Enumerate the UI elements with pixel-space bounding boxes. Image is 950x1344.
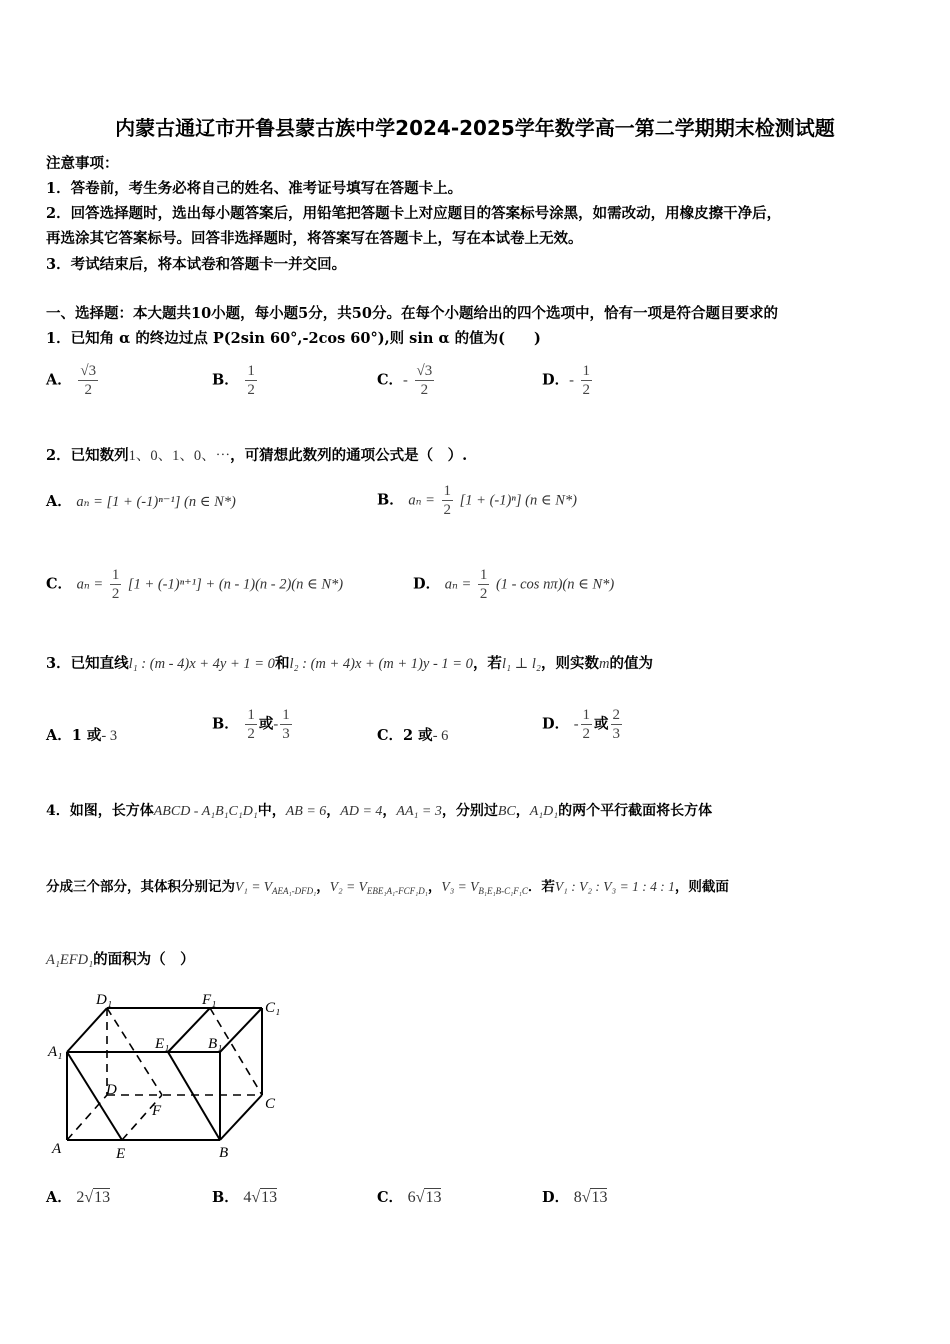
option-label: A． <box>46 371 72 389</box>
formula: l₁ : (m - 4)x + 4y + 1 = 0 <box>128 656 275 672</box>
formula: [1 + (-1)ⁿ⁺¹] + (n - 1)(n - 2)(n ∈ N*) <box>127 576 344 593</box>
formula: A₁D₁ <box>529 804 559 819</box>
q2-option-d[interactable] <box>413 566 614 603</box>
q1-option-d[interactable] <box>542 362 594 399</box>
formula: AA₁ = 3 <box>396 804 442 819</box>
stem-text: 分成三个部分，其体积分别记为 <box>46 879 235 895</box>
formula: [1 + (-1)ⁿ] (n ∈ N*) <box>459 492 577 509</box>
q3-option-b[interactable] <box>212 706 294 743</box>
option-label: C． <box>377 727 404 744</box>
q1-option-b[interactable] <box>212 362 259 399</box>
option-label: C． <box>377 1189 404 1206</box>
radical-expression: 2√13 <box>76 1189 111 1206</box>
option-label: B． <box>212 371 239 389</box>
numerator: 1 <box>443 483 452 499</box>
option-text: 2 或 <box>403 727 433 744</box>
numerator: 1 <box>282 707 290 723</box>
fraction <box>581 706 593 743</box>
option-label: A． <box>46 1189 72 1206</box>
question-3-stem <box>46 652 653 673</box>
option-label: B． <box>212 715 239 733</box>
label-c: C <box>265 1096 276 1112</box>
formula: V₁ = V <box>235 879 273 894</box>
option-sign: - <box>573 716 579 733</box>
numerator: 2 <box>612 707 621 723</box>
numerator: 1 <box>582 707 591 723</box>
q1-option-c[interactable] <box>377 362 436 399</box>
notice-item-1: 1．答卷前，考生务必将自己的姓名、准考证号填写在答题卡上。 <box>46 180 463 197</box>
stem-text: 的面积为（ ） <box>93 951 195 968</box>
radicand: 13 <box>425 1189 442 1206</box>
label-d1: D₁ <box>96 992 113 1008</box>
option-sign: - <box>273 716 279 733</box>
formula: AD = 4 <box>340 804 383 819</box>
q4-option-c[interactable] <box>377 1186 441 1207</box>
stem-text: ，若 <box>472 655 502 672</box>
cuboid-figure <box>40 990 300 1165</box>
formula: AB = 6 <box>285 804 327 819</box>
sequence: 1、0、1、0、⋯ <box>128 448 231 464</box>
stem-text: ，则截面 <box>674 879 729 895</box>
question-4-stem-line1: 4．如图，长方体ABCD - A₁B₁C₁D₁中，AB = 6，AD = 4，AA₁ = 3，分别过BC，A₁D₁的两个平行截面将长方体 <box>46 803 713 819</box>
q3-option-a[interactable] <box>46 724 117 745</box>
q2-option-c[interactable] <box>46 566 343 603</box>
numerator: 1 <box>111 567 120 583</box>
q1-option-a[interactable] <box>46 362 100 399</box>
radical-expression: 6√13 <box>407 1189 442 1206</box>
numerator: 1 <box>479 567 488 583</box>
numerator: √3 <box>80 363 97 379</box>
option-sign: - <box>403 372 408 389</box>
edge <box>220 1008 262 1052</box>
fraction <box>245 706 257 743</box>
option-label: D． <box>542 371 570 389</box>
option-text: 或 <box>258 715 274 733</box>
formula: l₁ ⊥ l₂ <box>501 656 541 672</box>
option-label: D． <box>542 715 570 733</box>
label-f1: F₁ <box>202 992 217 1008</box>
fraction <box>442 482 454 519</box>
hidden-edge <box>67 1095 107 1140</box>
numerator: 1 <box>247 363 255 379</box>
denominator: 2 <box>111 586 120 602</box>
q2-option-a[interactable] <box>46 490 236 511</box>
stem-text: 和 <box>274 655 290 672</box>
formula: m <box>598 656 610 672</box>
q4-option-b[interactable] <box>212 1186 277 1207</box>
label-f: F <box>152 1103 162 1119</box>
formula-subscript: AEA₁-DFD₁ <box>272 886 317 896</box>
formula: BC <box>497 804 516 819</box>
denominator: 2 <box>479 586 488 602</box>
stem-text: ．若 <box>527 879 555 895</box>
numerator: 1 <box>247 707 255 723</box>
option-label: C． <box>46 575 73 593</box>
option-label: A． <box>46 493 72 510</box>
notice-item-2: 2．回答选择题时，选出每小题答案后，用铅笔把答题卡上对应题目的答案标号涂黑，如需改动，用橡皮擦干净后， <box>46 205 782 222</box>
denominator: 2 <box>247 726 255 742</box>
stem-text: 2．已知数列 <box>46 447 129 464</box>
denominator: 2 <box>247 382 255 398</box>
formula: - 6 <box>432 728 449 744</box>
stem-text: 4．如图，长方体 <box>46 803 154 819</box>
formula: aₙ = <box>444 576 472 593</box>
fraction <box>110 566 122 603</box>
formula: V₃ = V <box>441 879 479 894</box>
q4-option-d[interactable] <box>542 1186 607 1207</box>
label-c1: C₁ <box>265 1000 281 1016</box>
formula: - 3 <box>101 728 118 744</box>
coefficient: 8 <box>573 1189 582 1206</box>
label-b1: B₁ <box>208 1036 223 1052</box>
question-2-stem <box>46 444 467 465</box>
option-text: 1 或 <box>71 727 102 744</box>
formula: ABCD - A₁B₁C₁D₁ <box>153 804 258 819</box>
section-edge <box>168 1052 220 1140</box>
stem-text: 中， <box>257 803 286 819</box>
radicand: 13 <box>591 1189 608 1206</box>
formula-subscript: EBE₁A₁-FCF₁D₁ <box>366 886 428 896</box>
option-label: D． <box>413 575 441 593</box>
formula: l₂ : (m + 4)x + (m + 1)y - 1 = 0 <box>289 656 473 672</box>
formula: (1 - cos nπ)(n ∈ N*) <box>495 576 615 593</box>
label-e: E <box>116 1146 126 1162</box>
stem-text: ，分别过 <box>441 803 498 819</box>
label-b: B <box>219 1145 229 1161</box>
fraction <box>78 362 98 399</box>
denominator: 3 <box>612 726 621 742</box>
notice-item-2-cont: 再选涂其它答案标号。回答非选择题时，将答案写在答题卡上，写在本试卷上无效。 <box>46 230 583 247</box>
question-4-stem-line2: 分成三个部分，其体积分别记为$V_1 = V_{AEA_1-DFD_1}$，$V_2 = V_{EBE_1A_1-FCF_1D_1}$，$V_3 = V_{B_1E_1B-C_1F_1C}$．若V₁ : V₂ : V₃ = 1 : 4 : 1，则截面 <box>46 879 729 896</box>
formula: aₙ = <box>76 576 104 593</box>
q3-option-d[interactable] <box>542 706 624 743</box>
option-sign: - <box>569 372 574 389</box>
stem-text: ，则实数 <box>540 655 599 672</box>
stem-text: 的值为 <box>609 655 653 672</box>
option-label: B． <box>212 1189 239 1206</box>
option-text: 或 <box>594 715 609 733</box>
coefficient: 6 <box>407 1189 416 1206</box>
numerator: 1 <box>582 363 591 379</box>
denominator: 2 <box>420 382 429 398</box>
radicand: 13 <box>94 1189 111 1206</box>
formula: aₙ = <box>408 492 435 509</box>
q4-option-a[interactable] <box>46 1186 110 1207</box>
fraction <box>581 362 593 399</box>
q2-option-b[interactable] <box>377 482 577 519</box>
fraction <box>280 706 292 743</box>
radical-expression: 8√13 <box>573 1189 608 1206</box>
edge <box>67 1008 107 1052</box>
notice-heading: 注意事项： <box>46 155 119 172</box>
stem-text: 的两个平行截面将长方体 <box>558 803 713 819</box>
question-1-stem: 1．已知角 α 的终边过点 P(2sin 60°,-2cos 60°),则 sin α 的值为( ) <box>46 330 541 347</box>
edge <box>220 1095 262 1140</box>
numerator: √3 <box>416 363 433 379</box>
radicand: 13 <box>261 1189 278 1206</box>
label-a: A <box>52 1141 62 1157</box>
section-edge <box>168 1008 210 1052</box>
stem-text: ，可猜想此数列的通项公式是（ ）. <box>230 447 468 464</box>
coefficient: 2 <box>76 1189 85 1206</box>
denominator: 2 <box>582 382 591 398</box>
formula: V₂ = V <box>329 879 367 894</box>
option-label: A． <box>46 727 72 744</box>
option-label: C． <box>377 371 404 389</box>
fraction <box>611 706 623 743</box>
formula-subscript: B₁E₁B-C₁F₁C <box>478 886 528 896</box>
option-label: B． <box>377 491 404 509</box>
denominator: 2 <box>443 502 452 518</box>
section-heading: 一、选择题：本大题共10小题，每小题5分，共50分。在每个小题给出的四个选项中，恰有一项是符合题目要求的 <box>46 305 778 322</box>
formula: V₁ : V₂ : V₃ = 1 : 4 : 1 <box>554 879 675 894</box>
formula: aₙ = [1 + (-1)ⁿ⁻¹] (n ∈ N*) <box>76 494 236 510</box>
denominator: 2 <box>582 726 591 742</box>
question-4-stem-line3 <box>46 948 195 969</box>
label-e1: E₁ <box>155 1036 170 1052</box>
stem-text: 3．已知直线 <box>46 655 129 672</box>
radical-expression: 4√13 <box>243 1189 278 1206</box>
q3-option-c[interactable] <box>377 724 448 745</box>
option-label: D． <box>542 1189 570 1206</box>
notice-item-3: 3．考试结束后，将本试卷和答题卡一并交回。 <box>46 256 347 273</box>
formula: A₁EFD₁ <box>46 952 94 968</box>
label-d: D <box>106 1082 117 1098</box>
page-title: 内蒙古通辽市开鲁县蒙古族中学2024-2025学年数学高一第二学期期末检测试题 <box>115 116 835 140</box>
denominator: 2 <box>84 382 92 398</box>
fraction <box>245 362 257 399</box>
coefficient: 4 <box>243 1189 252 1206</box>
label-a1: A₁ <box>48 1044 63 1060</box>
denominator: 3 <box>282 726 290 742</box>
fraction <box>415 362 435 399</box>
fraction <box>478 566 490 603</box>
